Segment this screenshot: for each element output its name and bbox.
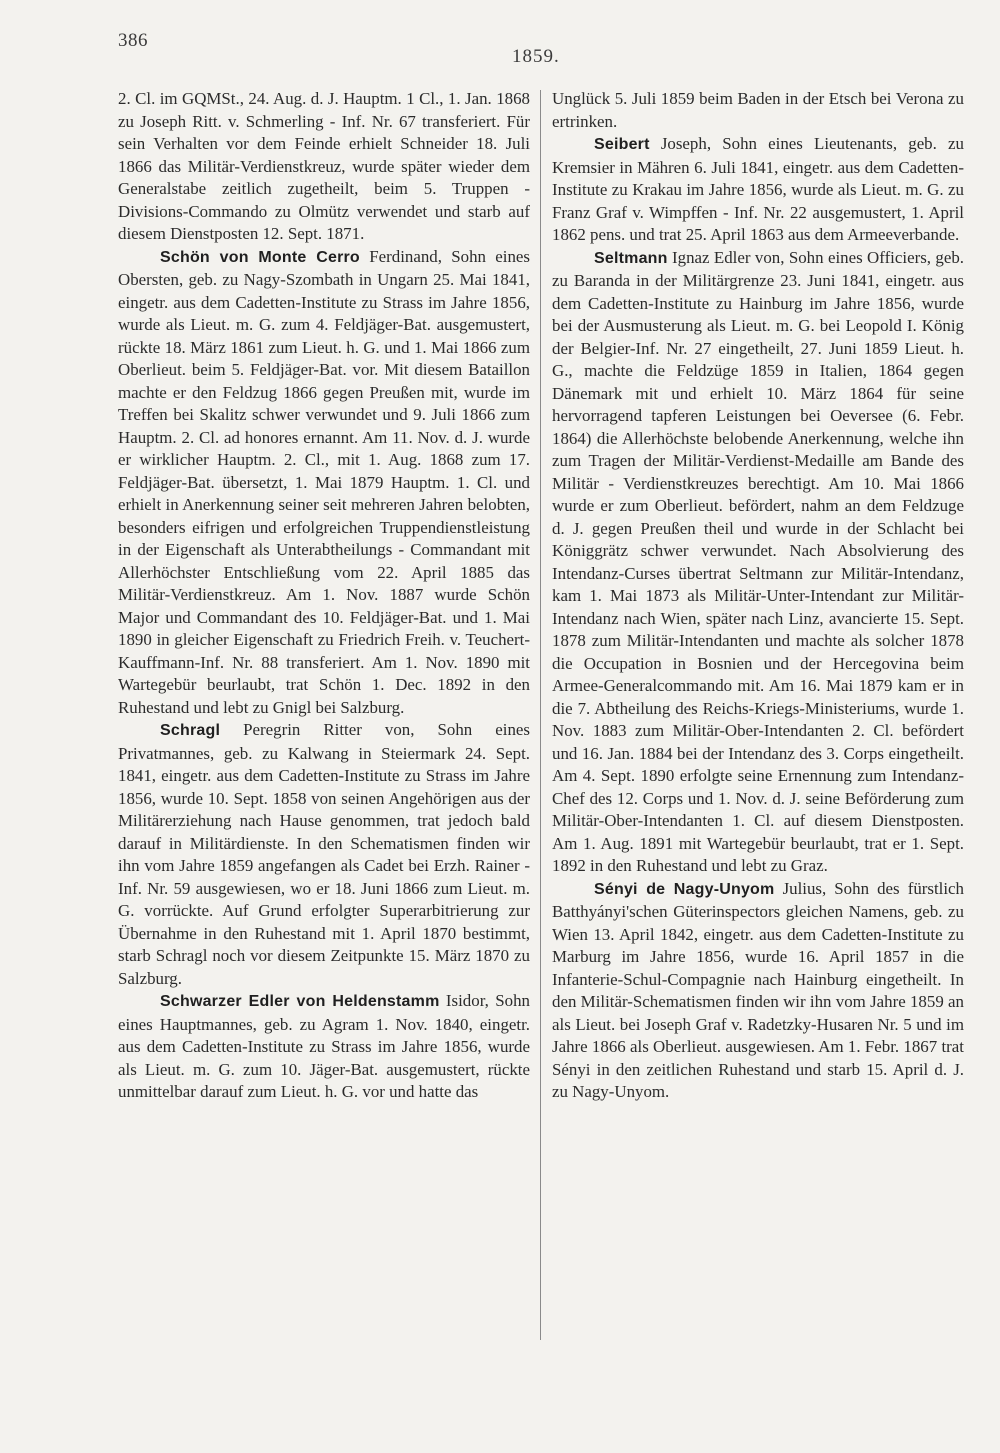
entry-name: Sényi de Nagy-Unyom bbox=[594, 880, 775, 898]
entry-name: Seibert bbox=[594, 136, 650, 153]
entry-text: Joseph, Sohn eines Lieutenants, geb. zu Kremsier in Mähren 6. Juli 1841, eingetr. aus dem Cadetten-Institute zu Krakau im Jahre 1856, wurde als Lieut. m. G. zu Franz Graf v. Wimpffen - Inf. Nr. 22 ausgemustert, 1. April 1862 pens. und trat 25. April 1863 aus dem Armeeverbande. bbox=[552, 134, 964, 244]
right-column bbox=[552, 88, 964, 1104]
entry-name: Schwarzer Edler von Heldenstamm bbox=[160, 993, 440, 1010]
entry-name: Schön von Monte Cerro bbox=[160, 248, 360, 266]
entry-name: Seltmann bbox=[594, 249, 668, 267]
entry-senyi bbox=[552, 878, 964, 1104]
entry-seibert bbox=[552, 133, 964, 247]
entry-name: Schragl bbox=[160, 722, 221, 739]
column-divider bbox=[540, 90, 541, 1340]
entry-text: Unglück 5. Juli 1859 beim Baden in der Etsch bei Verona zu ertrinken. bbox=[552, 89, 964, 131]
entry-schoen bbox=[118, 246, 530, 720]
entry-schwarzer bbox=[118, 990, 530, 1104]
entry-text: 2. Cl. im GQMSt., 24. Aug. d. J. Hauptm. 1 Cl., 1. Jan. 1868 zu Joseph Ritt. v. Schmerling - Inf. Nr. 67 transferiert. Für sein Verhalten vor dem Feinde erhielt Schneider 18. Juli 1866 das Militär-Verdienstkreuz, wurde später wieder dem Generalstabe zeitlich zugetheilt, beim 5. Truppen - Divisions-Commando zu Olmütz verwendet und starb auf diesem Dienstposten 12. Sept. 1871. bbox=[118, 89, 530, 243]
entry-continuation bbox=[118, 88, 530, 246]
entry-schragl bbox=[118, 719, 530, 990]
entry-continuation bbox=[552, 88, 964, 133]
entry-text: Isidor, Sohn eines Hauptmannes, geb. zu Agram 1. Nov. 1840, eingetr. aus dem Cadetten-Institute zu Strass im Jahre 1856, wurde als Lieut. m. G. zum 10. Jäger-Bat. ausgemustert, rückte unmittelbar darauf zum Lieut. h. G. vor und hatte das bbox=[118, 991, 530, 1101]
entry-text: Peregrin Ritter von, Sohn eines Privatmannes, geb. zu Kalwang in Steiermark 24. Sept. 1841, eingetr. aus dem Cadetten-Institute zu Strass im Jahre 1856, wurde 10. Sept. 1858 von seinen Angehörigen aus der Militärerziehung nach Hause genommen, trat jedoch bald darauf in Militärdienste. In den Schematismen finden wir ihn vom Jahre 1859 angefangen als Cadet bei Erzh. Rainer - Inf. Nr. 59 ausgewiesen, wo er 18. Juni 1866 zum Lieut. m. G. vorrückte. Auf Grund erfolgter Superarbitrierung zur Übernahme in den Ruhestand mit 1. April 1870 bestimmt, starb Schragl noch vor diesem Zeitpunkte 15. März 1870 zu Salzburg. bbox=[118, 720, 530, 988]
entry-text: Julius, Sohn des fürstlich Batthyányi'schen Güterinspectors gleichen Namens, geb. zu Wien 13. April 1842, eingetr. aus dem Cadetten-Institute zu Marburg im Jahre 1856, wurde 16. April 1857 in die Infanterie-Schul-Compagnie nach Hainburg eingetheilt. In den Militär-Schematismen finden wir ihn vom Jahre 1859 an als Lieut. bei Joseph Graf v. Radetzky-Husaren Nr. 5 und im Jahre 1866 als Oberlieut. ausgewiesen. Am 1. Febr. 1867 trat Sényi in den zeitlichen Ruhestand und starb 15. April d. J. zu Nagy-Unyom. bbox=[552, 878, 964, 1101]
left-column bbox=[118, 88, 530, 1104]
entry-text: Ferdinand, Sohn eines Obersten, geb. zu Nagy-Szombath in Ungarn 25. Mai 1841, eingetr. aus dem Cadetten-Institute zu Strass im Jahre 1856, wurde als Lieut. m. G. zum 4. Feldjäger-Bat. ausgemustert, rückte 18. März 1861 zum Lieut. h. G. und 1. Mai 1866 zum Oberlieut. beim 5. Feldjäger-Bat. vor. Mit diesem Bataillon machte er den Feldzug 1866 gegen Preußen mit, wurde im Treffen bei Skalitz schwer verwundet und 9. Juli 1866 zum Hauptm. 2. Cl. ad honores ernannt. Am 11. Nov. d. J. wurde er wirklicher Hauptm. 2. Cl., mit 1. Aug. 1868 zum 17. Feldjäger-Bat. übersetzt, 1. Mai 1879 Hauptm. 1. Cl. und erhielt in Anerkennung seiner seit mehreren Jahren belobten, besonders eifrigen und erfolgreichen Truppendienstleistung in der Eigenschaft als Unterabtheilungs - Commandant mit Allerhöchster Entschließung vom 22. April 1885 das Militär-Verdienstkreuz. Am 1. Nov. 1887 wurde Schön Major und Commandant des 10. Feldjäger-Bat. und 1. Mai 1890 in gleicher Eigenschaft zu Friedrich Freih. v. Teuchert-Kauffmann-Inf. Nr. 88 transferiert. Am 1. Nov. 1890 mit Wartegebür beurlaubt, trat Schön 1. Dec. 1892 in den Ruhestand und lebt zu Gnigl bei Salzburg. bbox=[118, 246, 530, 717]
page-number: 386 bbox=[118, 30, 148, 51]
entry-text: Ignaz Edler von, Sohn eines Officiers, geb. zu Baranda in der Militärgrenze 23. Juni 1841, eingetr. aus dem Cadetten-Institute zu Hainburg im Jahre 1856, wurde bei der Ausmusterung als Lieut. m. G. bei Leopold I. König der Belgier-Inf. Nr. 27 eingetheilt, 27. Juni 1859 Lieut. h. G., machte die Feldzüge 1859 in Italien, 1864 gegen Dänemark mit und erhielt 10. März 1864 für seine hervorragend tapferen Leistungen bei Oeversee (6. Febr. 1864) die Allerhöchste belobende Anerkennung, welche ihn zum Tragen der Militär-Verdienst-Medaille am Bande des Militär - Verdienstkreuzes berechtigt. Am 10. Mai 1866 wurde er zum Oberlieut. befördert, nahm an dem Feldzuge d. J. gegen Preußen theil und wurde in der Schlacht bei Königgrätz schwer verwundet. Nach Absolvierung des Intendanz-Curses übertrat Seltmann zur Militär-Intendanz, kam 1. Mai 1873 als Militär-Unter-Intendant zur Militär-Intendanz nach Wien, später nach Linz, avancierte 15. Sept. 1878 zum Militär-Intendanten und machte als solcher 1878 die Occupation in Bosnien und der Hercegovina beim Armee-Generalcommando mit. Am 16. Mai 1879 kam er in die 7. Abtheilung des Reichs-Kriegs-Ministeriums, wurde 1. Nov. 1883 zum Militär-Ober-Intendanten 2. Cl. befördert und 16. Jan. 1884 bei der Intendanz des 3. Corps eingetheilt. Am 4. Sept. 1890 erfolgte seine Ernennung zum Intendanz-Chef des 12. Corps und 1. Nov. d. J. seine Beförderung zum Militär-Ober-Intendanten 1. Cl. auf diesem Dienstposten. Am 1. Aug. 1891 mit Wartegebür beurlaubt, trat er 1. Sept. 1892 in den Ruhestand und lebt zu Graz. bbox=[552, 247, 964, 875]
entry-seltmann bbox=[552, 247, 964, 878]
running-header-year: 1859. bbox=[512, 46, 560, 67]
